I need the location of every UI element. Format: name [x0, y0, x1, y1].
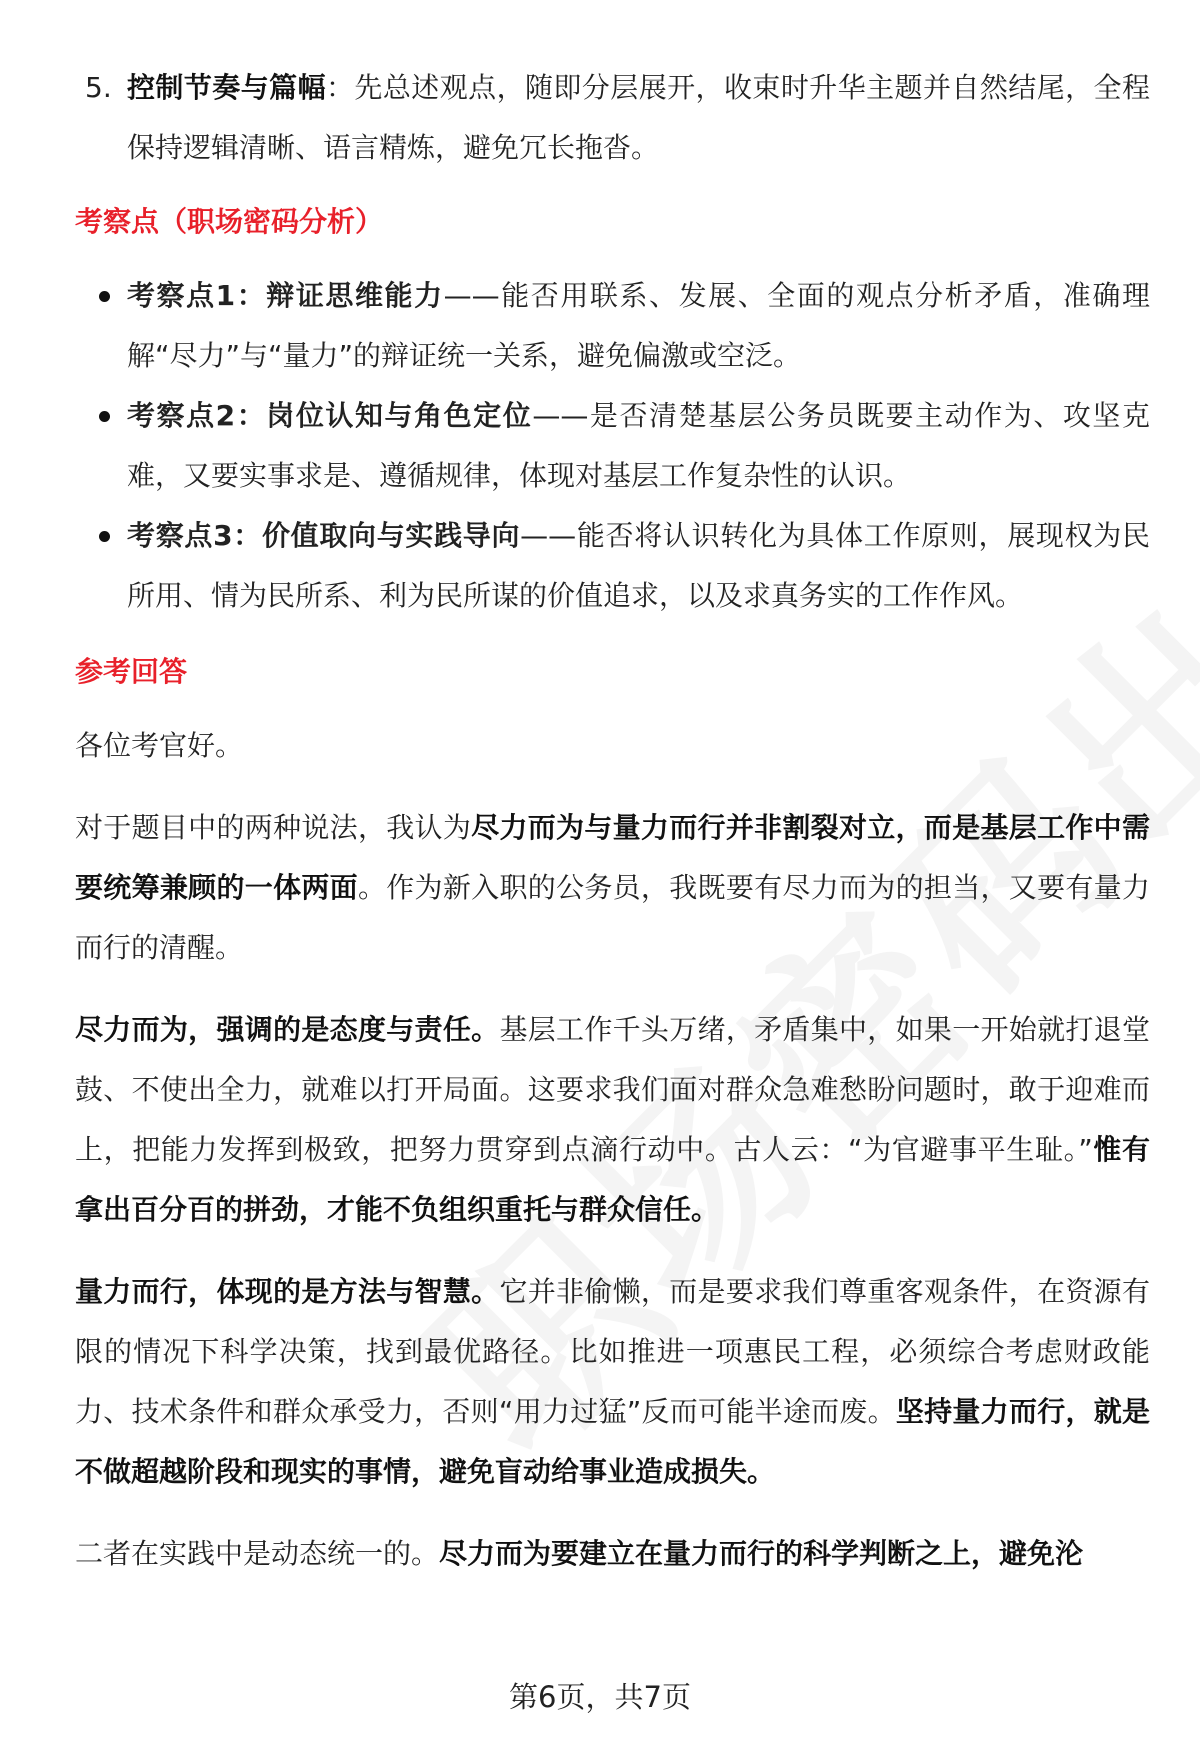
exam-point-1-text: ——能否用联系、发展、全面的观点分析矛盾，准确理解“尽力”与“量力”的辩证统一关系，避免偏激或空泛。	[127, 279, 1150, 372]
p3-bold-1: 量力而行，体现的是方法与智慧。	[75, 1275, 500, 1308]
greeting: 各位考官好。	[75, 729, 244, 762]
exam-point-1-bold: 考察点1：辩证思维能力	[127, 279, 444, 312]
p2-text: 基层工作千头万绪，矛盾集中，如果一开始就打退堂鼓、不使出全力，就难以打开局面。这要求我们面对群众急难愁盼问题时，敢于迎难而上，把能力发挥到极致，把努力贯穿到点滴行动中。古人云：“为官避事平生耻。”	[75, 1013, 1150, 1166]
item5-text: ：先总述观点，随即分层展开，收束时升华主题并自然结尾，全程保持逻辑清晰、语言精炼，避免冗长拖沓。	[127, 71, 1150, 164]
exam-point-2-text: ——是否清楚基层公务员既要主动作为、攻坚克难，又要实事求是、遵循规律，体现对基层工作复杂性的认识。	[127, 399, 1150, 492]
exam-point-3	[75, 506, 1150, 626]
answer-paragraph-1	[75, 798, 1150, 978]
p3-bold-2: 坚持量力而行，就是不做超越阶段和现实的事情，避免盲动给事业造成损失。	[75, 1395, 1150, 1488]
answer-paragraph-2	[75, 1000, 1150, 1240]
exam-points-list	[75, 266, 1150, 626]
answer-paragraph-4	[75, 1524, 1150, 1584]
exam-point-2	[75, 386, 1150, 506]
p1-post: 。作为新入职的公务员，我既要有尽力而为的担当，又要有量力而行的清醒。	[75, 871, 1150, 964]
bullet-icon	[99, 291, 110, 302]
bullet-icon	[99, 531, 110, 542]
exam-point-3-bold: 考察点3：价值取向与实践导向	[127, 519, 521, 552]
item5-bold: 控制节奏与篇幅	[127, 71, 326, 104]
section-heading-answer: 参考回答	[75, 655, 188, 688]
page-number-footer: 第6页，共7页	[509, 1680, 691, 1714]
p2-bold-1: 尽力而为，强调的是态度与责任。	[75, 1013, 500, 1046]
p1-bold: 尽力而为与量力而行并非割裂对立，而是基层工作中需要统筹兼顾的一体两面	[75, 811, 1150, 904]
exam-point-3-text: ——能否将认识转化为具体工作原则，展现权为民所用、情为民所系、利为民所谋的价值追求，以及求真务实的工作作风。	[127, 519, 1150, 612]
p1-pre: 对于题目中的两种说法，我认为	[75, 811, 472, 844]
bullet-icon	[99, 411, 110, 422]
answer-paragraph-3	[75, 1262, 1150, 1502]
p4-bold: 尽力而为要建立在量力而行的科学判断之上，避免沦	[439, 1537, 1084, 1570]
document-page	[75, 58, 1150, 1584]
p4-pre: 二者在实践中是动态统一的。	[75, 1537, 440, 1570]
p2-bold-2: 惟有拿出百分百的拼劲，才能不负组织重托与群众信任。	[75, 1133, 1150, 1226]
list-number: 5.	[85, 71, 112, 104]
exam-point-1	[75, 266, 1150, 386]
exam-point-2-bold: 考察点2：岗位认知与角色定位	[127, 399, 533, 432]
p3-text: 它并非偷懒，而是要求我们尊重客观条件，在资源有限的情况下科学决策，找到最优路径。比如推进一项惠民工程，必须综合考虑财政能力、技术条件和群众承受力，否则“用力过猛”反而可能半途而废。	[75, 1275, 1150, 1428]
list-item-5	[75, 58, 1150, 178]
section-heading-exam: 考察点（职场密码分析）	[75, 205, 384, 238]
